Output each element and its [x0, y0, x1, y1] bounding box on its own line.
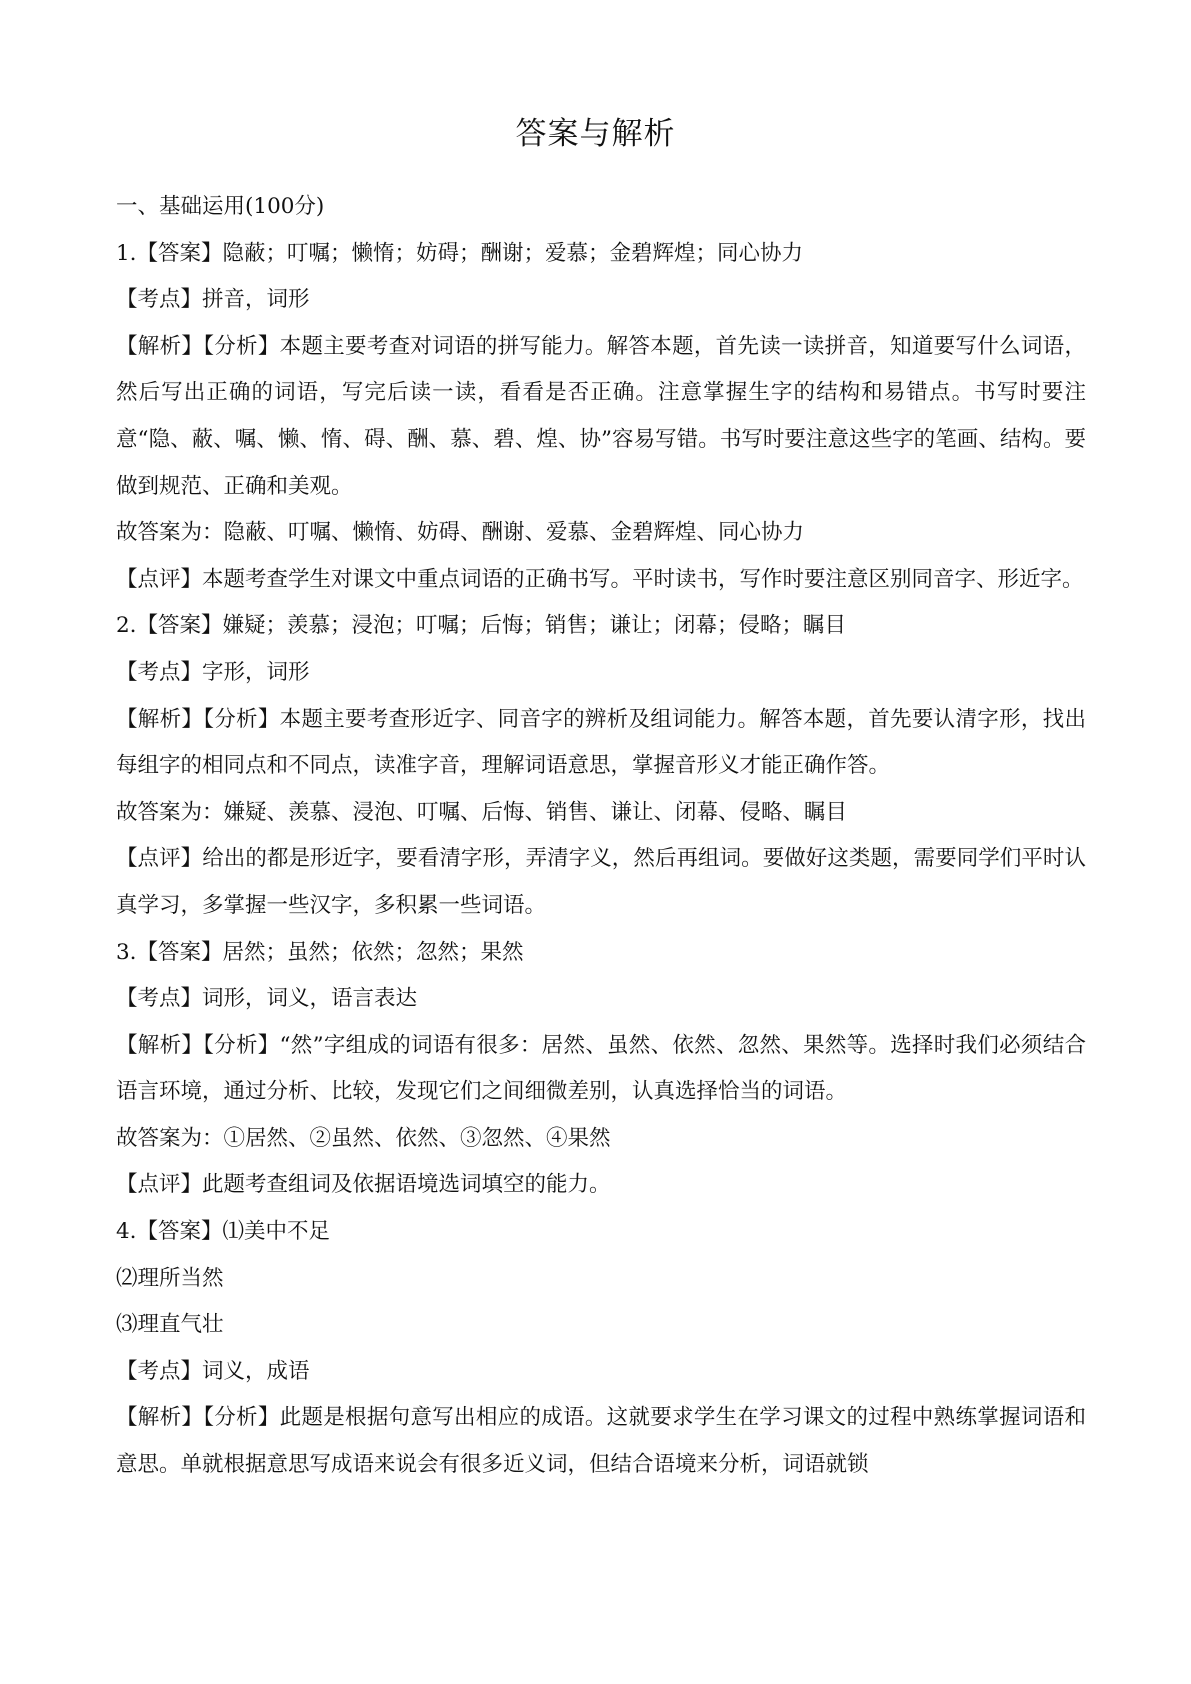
q2-conclusion: 故答案为：嫌疑、羡慕、浸泡、叮嘱、后悔、销售、谦让、闭幕、侵略、瞩目 — [116, 799, 848, 825]
q3-analysis-label: 【解析】【分析】 — [116, 1032, 280, 1058]
q4-point-label: 【考点】 — [116, 1358, 203, 1384]
q3-analysis-text: “然”字组成的词语有很多：居然、虽然、依然、忽然、果然等。选择时我们必须结合语言环境，通过分析、比较，发现它们之间细微差别，认真选择恰当的词语。 — [116, 1032, 1086, 1105]
q2-analysis-label: 【解析】【分析】 — [116, 706, 280, 732]
q1-point-label: 【考点】 — [116, 287, 203, 313]
q4-answer-item-2: ⑵理所当然 — [116, 1265, 224, 1291]
q1-answer-label: 1.【答案】 — [116, 240, 223, 266]
q2-point-label: 【考点】 — [116, 659, 203, 685]
q2-comment-text: 给出的都是形近字，要看清字形，弄清字义，然后再组词。要做好这类题，需要同学们平时认真学习，多掌握一些汉字，多积累一些词语。 — [116, 846, 1086, 918]
q1-conclusion: 故答案为：隐蔽、叮嘱、懒惰、妨碍、酬谢、爱慕、金碧辉煌、同心协力 — [116, 520, 805, 546]
q2-answer — [116, 603, 1086, 650]
q2-answer-label: 2.【答案】 — [116, 613, 223, 639]
q4-answer-label: 4.【答案】 — [116, 1219, 223, 1245]
q1-point-text: 拼音，词形 — [202, 287, 310, 313]
q1-answer — [116, 231, 1086, 278]
q3-point — [116, 976, 1086, 1023]
q3-answer-label: 3.【答案】 — [116, 939, 223, 965]
q4-answer-item-3: ⑶理直气壮 — [116, 1312, 224, 1338]
q2-point — [116, 650, 1086, 697]
q3-analysis — [116, 1023, 1086, 1116]
q3-comment-label: 【点评】 — [116, 1172, 203, 1198]
q2-comment-label: 【点评】 — [116, 846, 203, 872]
page-title: 答案与解析 — [515, 116, 676, 152]
q3-point-label: 【考点】 — [116, 986, 203, 1012]
q4-analysis-text: 此题是根据句意写出相应的成语。这就要求学生在学习课文的过程中熟练掌握词语和意思。单就根据意思写成语来说会有很多近义词，但结合语境来分析，词语就锁 — [116, 1405, 1086, 1478]
q3-comment — [116, 1162, 1086, 1209]
q3-answer-text: 居然；虽然；依然；忽然；果然 — [222, 939, 524, 965]
section-heading: 一、基础运用(100分) — [116, 194, 325, 219]
q1-comment — [116, 557, 1086, 604]
q2-analysis — [116, 697, 1086, 790]
q3-conclusion: 故答案为：①居然、②虽然、依然、③忽然、④果然 — [116, 1125, 611, 1151]
q2-answer-text: 嫌疑；羡慕；浸泡；叮嘱；后悔；销售；谦让；闭幕；侵略；瞩目 — [222, 613, 847, 639]
q4-point — [116, 1349, 1086, 1396]
q1-analysis — [116, 324, 1086, 510]
q1-comment-label: 【点评】 — [116, 566, 203, 592]
q1-analysis-label: 【解析】【分析】 — [116, 333, 280, 359]
q2-comment — [116, 836, 1086, 929]
q4-answer-item-1: ⑴美中不足 — [222, 1219, 331, 1245]
q3-comment-text: 此题考查组词及依据语境选词填空的能力。 — [202, 1172, 611, 1198]
q1-analysis-text: 本题主要考查对词语的拼写能力。解答本题，首先读一读拼音，知道要写什么词语，然后写出正确的词语，写完后读一读，看看是否正确。注意掌握生字的结构和易错点。书写时要注意“隐、蔽、嘱、懒、惰、碍、酬、慕、碧、煌、协”容易写错。书写时要注意这些字的笔画、结构。要做到规范、正确和美观。 — [116, 333, 1086, 499]
q4-analysis — [116, 1395, 1086, 1488]
q3-point-text: 词形，词义，语言表达 — [202, 986, 418, 1012]
q2-analysis-text: 本题主要考查形近字、同音字的辨析及组词能力。解答本题，首先要认清字形，找出每组字的相同点和不同点，读准字音，理解词语意思，掌握音形义才能正确作答。 — [116, 706, 1086, 779]
q4-analysis-label: 【解析】【分析】 — [116, 1405, 280, 1431]
q4-point-text: 词义，成语 — [202, 1358, 310, 1384]
document-body — [116, 184, 1086, 1489]
q2-point-text: 字形，词形 — [202, 659, 310, 685]
q1-comment-text: 本题考查学生对课文中重点词语的正确书写。平时读书，写作时要注意区别同音字、形近字。 — [202, 566, 1084, 592]
q4-answer — [116, 1209, 1086, 1256]
q3-answer — [116, 930, 1086, 977]
q1-point — [116, 277, 1086, 324]
q1-answer-text: 隐蔽；叮嘱；懒惰；妨碍；酬谢；爱慕；金碧辉煌；同心协力 — [222, 240, 804, 266]
